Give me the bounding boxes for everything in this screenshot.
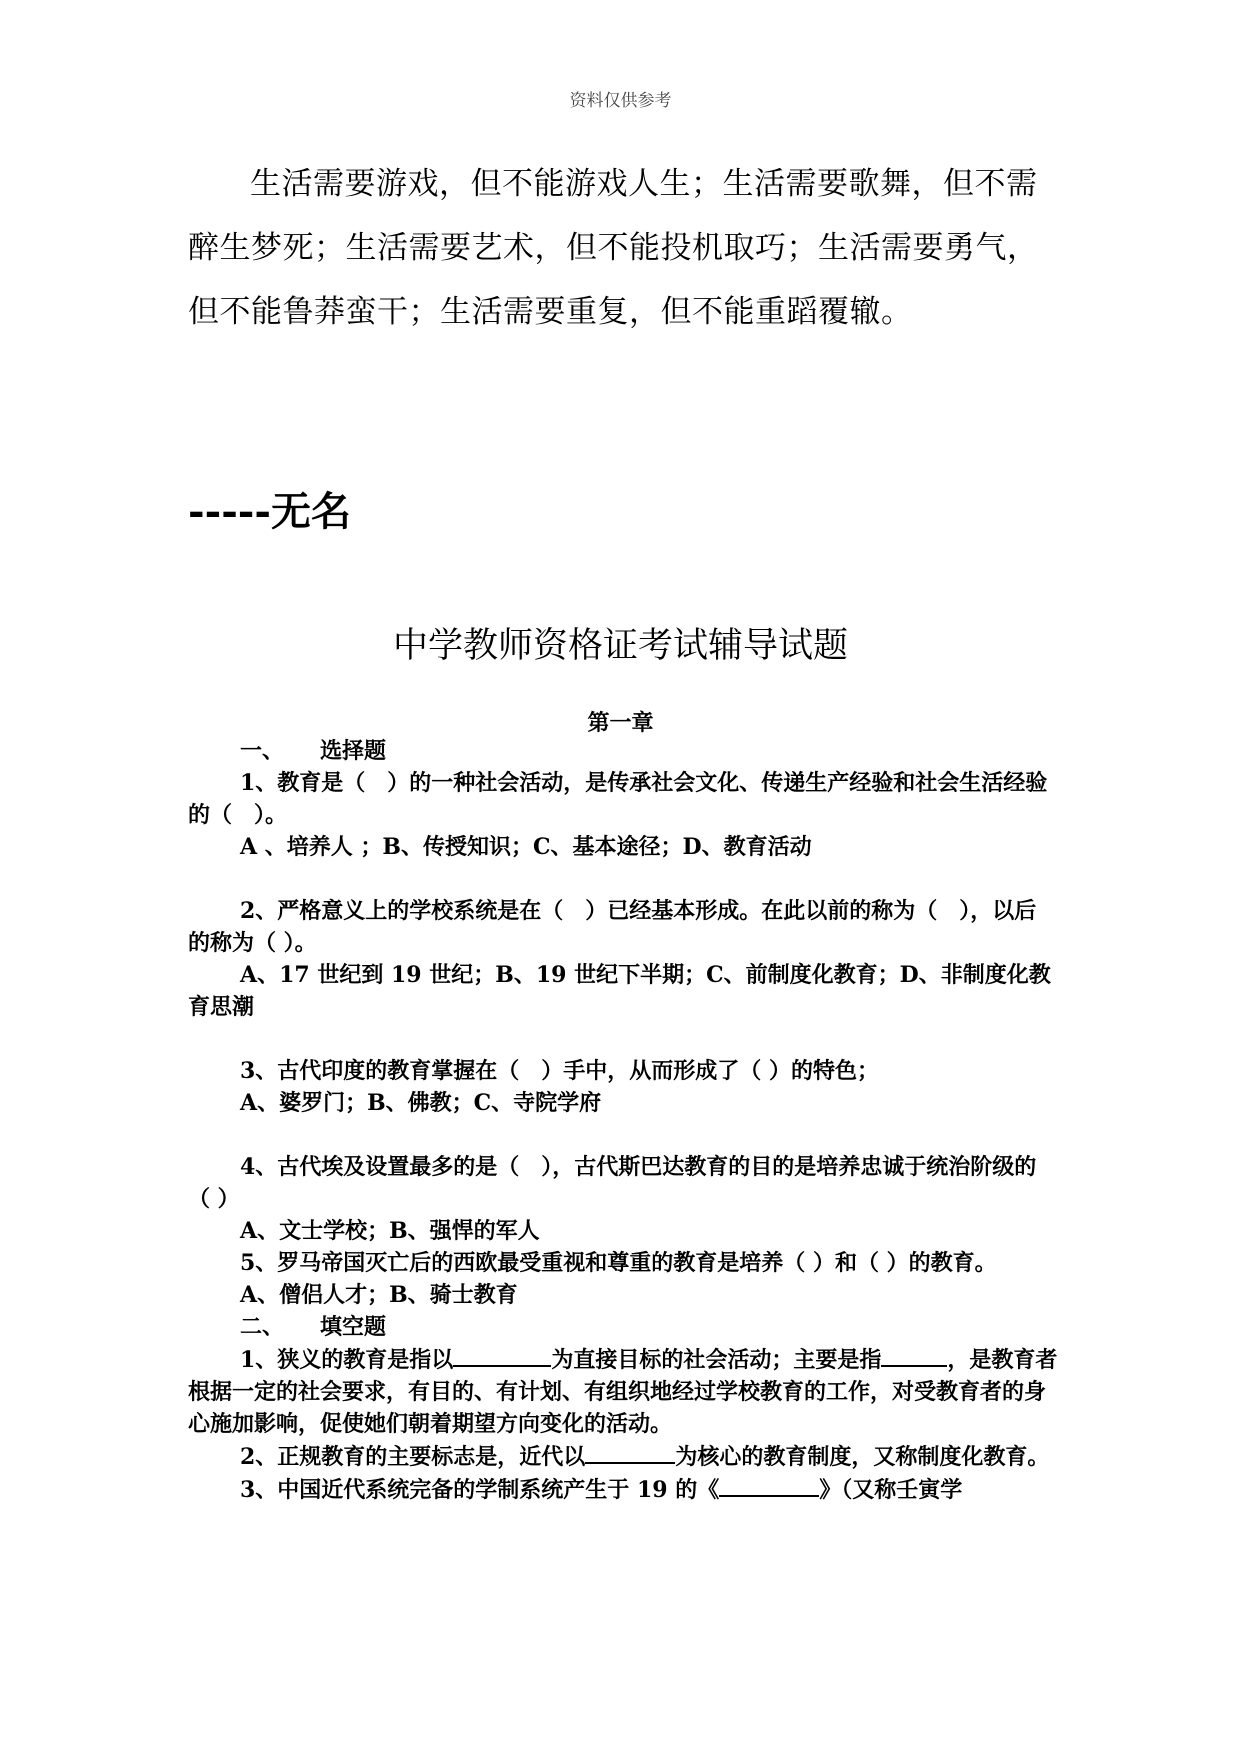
section-number: 一、 [240, 738, 285, 764]
fill-question-1 [188, 1343, 1058, 1440]
section-label: 填空题 [320, 1314, 387, 1340]
question-5-options: A、僧侣人才；B、骑士教育 [240, 1282, 518, 1308]
question-1: 1、教育是（ ）的一种社会活动，是传承社会文化、传递生产经验和社会生活经验的（ ）。 [188, 770, 1048, 828]
section-number: 二、 [240, 1314, 285, 1340]
question-2-options: A、17 世纪到 19 世纪；B、19 世纪下半期；C、前制度化教育；D、非制度化教育思潮 [188, 962, 1051, 1020]
fill-question-3 [188, 1473, 1058, 1506]
fill-text: 为核心的教育制度，又称制度化教育。 [675, 1444, 1050, 1470]
fill-text: 》（又称壬寅学 [819, 1477, 963, 1503]
document-title: 中学教师资格证考试辅导试题 [392, 626, 848, 666]
answer-blank[interactable] [719, 1473, 819, 1497]
section-label: 选择题 [320, 738, 387, 764]
quote-author: -----无名 [188, 488, 352, 535]
question-5: 5、罗马帝国灭亡后的西欧最受重视和尊重的教育是培养（ ）和（ ）的教育。 [240, 1250, 997, 1276]
question-2: 2、严格意义上的学校系统是在（ ）已经基本形成。在此以前的称为（ ），以后的称为（ ）。 [188, 898, 1037, 956]
question-4-options: A、文士学校；B、强悍的军人 [240, 1218, 540, 1244]
answer-blank[interactable] [453, 1343, 551, 1367]
page-header: 资料仅供参考 [569, 91, 672, 111]
fill-question-2 [188, 1440, 1058, 1473]
question-4: 4、古代埃及设置最多的是（ ），古代斯巴达教育的目的是培养忠诚于统治阶级的（ ） [188, 1154, 1037, 1212]
question-3: 3、古代印度的教育掌握在（ ）手中，从而形成了（ ）的特色； [240, 1058, 879, 1084]
fill-text: 2、正规教育的主要标志是，近代以 [240, 1444, 586, 1470]
question-1-options: A 、培养人 ；B、传授知识；C、基本途径；D、教育活动 [240, 834, 812, 860]
quote-paragraph: 生活需要游戏，但不能游戏人生；生活需要歌舞，但不需醉生梦死；生活需要艺术，但不能投机取巧；生活需要勇气，但不能鲁莽蛮干；生活需要重复，但不能重蹈覆辙。 [188, 166, 1039, 330]
section-heading-fill [188, 1311, 1058, 1343]
chapter-heading: 第一章 [587, 710, 654, 736]
question-3-options: A、婆罗门；B、佛教；C、寺院学府 [240, 1090, 602, 1116]
answer-blank[interactable] [881, 1343, 947, 1367]
section-heading-choice [188, 735, 1058, 767]
fill-text: 1、狭义的教育是指以 [240, 1347, 454, 1373]
exam-content [188, 735, 1058, 1506]
answer-blank[interactable] [585, 1440, 675, 1464]
fill-text: ，是教育者根据一定的社会要求，有目的、有计划、有组织地经过学校教育的工作，对受教育者的身心施加影响，促使她们朝着期望方向变化的活动。 [188, 1347, 1058, 1437]
fill-text: 为直接目标的社会活动；主要是指 [551, 1347, 882, 1373]
fill-text: 3、中国近代系统完备的学制系统产生于 19 的《 [240, 1477, 720, 1503]
